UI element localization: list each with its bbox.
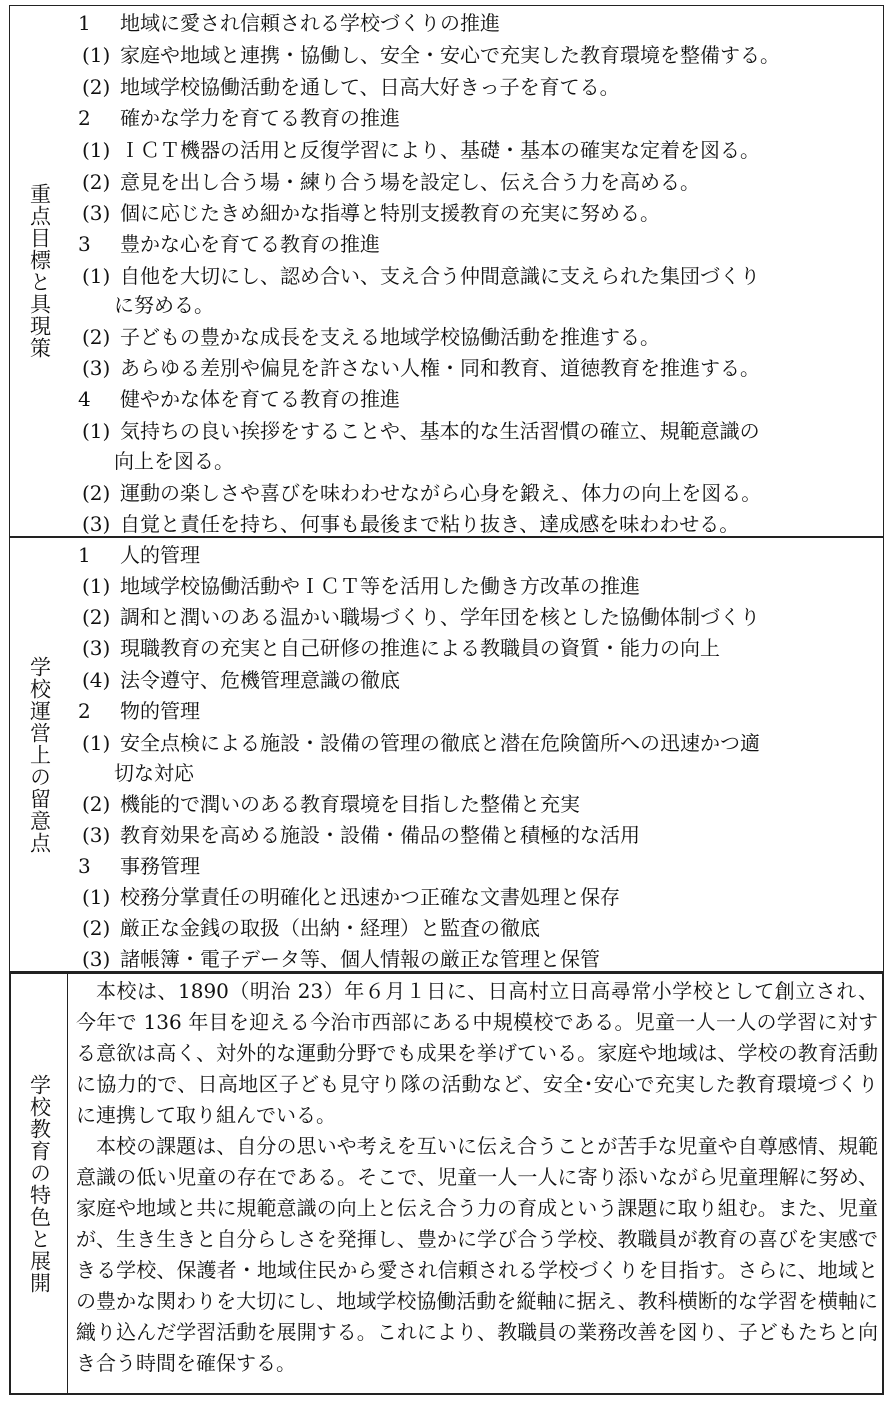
list-item: 3 豊かな心を育てる教育の推進 <box>78 232 380 256</box>
list-item: (2) 意見を出し合う場・練り合う場を設定し、伝え合う力を高める。 <box>82 170 700 194</box>
list-item: (1) ＩＣＴ機器の活用と反復学習により、基礎・基本の確実な定着を図る。 <box>82 138 760 162</box>
list-item: (2) 子どもの豊かな成長を支える地域学校協働活動を推進する。 <box>82 325 660 349</box>
section-school-features <box>0 972 893 1395</box>
section-body <box>68 972 884 1395</box>
list-item: 2 確かな学力を育てる教育の推進 <box>78 106 400 130</box>
list-item-continued: 向上を図る。 <box>114 449 234 473</box>
list-item: (1) 校務分掌責任の明確化と迅速かつ正確な文書処理と保存 <box>82 885 620 909</box>
list-item: (1) 家庭や地域と連携・協働し、安全・安心で充実した教育環境を整備する。 <box>82 43 780 67</box>
list-item: (1) 安全点検による施設・設備の管理の徹底と潜在危険箇所への迅速かつ適 <box>82 731 760 755</box>
list-item: (1) 気持ちの良い挨拶をすることや、基本的な生活習慣の確立、規範意識の <box>82 419 760 443</box>
list-item-continued: に努める。 <box>114 293 214 317</box>
list-item: (4) 法令遵守、危機管理意識の徹底 <box>82 668 400 692</box>
list-item: (3) 諸帳簿・電子データ等、個人情報の厳正な管理と保管 <box>82 947 600 971</box>
section-body <box>68 537 884 972</box>
list-item: 1 地域に愛され信頼される学校づくりの推進 <box>78 11 500 35</box>
list-item: (3) 個に応じたきめ細かな指導と特別支援教育の充実に努める。 <box>82 201 660 225</box>
list-item: 3 事務管理 <box>78 854 200 878</box>
list-item-continued: 切な対応 <box>114 761 194 785</box>
list-item: 1 人的管理 <box>78 543 200 567</box>
list-item: (2) 調和と潤いのある温かい職場づくり、学年団を核とした協働体制づくり <box>82 605 760 629</box>
list-item: 2 物的管理 <box>78 699 200 723</box>
list-item: (2) 地域学校協働活動を通して、日高大好きっ子を育てる。 <box>82 75 620 99</box>
section-heading <box>9 5 69 537</box>
list-item: (3) 現職教育の充実と自己研修の推進による教職員の資質・能力の向上 <box>82 636 720 660</box>
list-item: (2) 運動の楽しさや喜びを味わわせながら心身を鍛え、体力の向上を図る。 <box>82 481 762 505</box>
section-heading <box>9 537 69 972</box>
list-item: (3) 自覚と責任を持ち、何事も最後まで粘り抜き、達成感を味わわせる。 <box>82 512 740 536</box>
section-heading-text: 重点目標と具現策 <box>27 183 52 359</box>
list-item: (1) 地域学校協働活動やＩＣＴ等を活用した働き方改革の推進 <box>82 574 640 598</box>
paragraph: 本校は、1890（明治 23）年６月１日に、日高村立日高尋常小学校として創立され、今年で 136 年目を迎える今治市西部にある中規模校である。児童一人一人の学習に対する意欲は高く、対外的な運動分野でも成果を挙げている。家庭や地域は、学校の教育活動に協力的で、日高地区子ども見守り隊の活動など、安全･安心で充実した教育環境づくりに連携して取り組んでいる。 <box>76 979 878 1127</box>
list-item: (3) あらゆる差別や偏見を許さない人権・同和教育、道徳教育を推進する。 <box>82 356 760 380</box>
paragraph: 本校の課題は、自分の思いや考えを互いに伝え合うことが苦手な児童や自尊感情、規範意識の低い児童の存在である。そこで、児童一人一人に寄り添いながら児童理解に努め、家庭や地域と共に規範意識の向上と伝え合う力の育成という課題に取り組む。また、児童が、生き生きと自分らしさを発揮し、豊かに学び合う学校、教職員が教育の喜びを実感できる学校、保護者・地域住民から愛され信頼される学校づくりを目指す。さらに、地域との豊かな関わりを大切にし、地域学校協働活動を縦軸に据え、教科横断的な学習を横軸に織り込んだ学習活動を展開する。これにより、教職員の業務改善を図り、子どもたちと向き合う時間を確保する。 <box>76 1134 878 1375</box>
list-item: (1) 自他を大切にし、認め合い、支え合う仲間意識に支えられた集団づくり <box>82 264 760 288</box>
paragraph-block <box>76 976 878 1379</box>
list-item: (2) 厳正な金銭の取扱（出納・経理）と監査の徹底 <box>82 916 540 940</box>
section-body <box>68 5 884 537</box>
section-heading-text: 学校教育の特色と展開 <box>27 1073 52 1294</box>
section-priority-goals <box>0 5 893 537</box>
section-management-notes <box>0 537 893 972</box>
list-item: 4 健やかな体を育てる教育の推進 <box>78 387 400 411</box>
section-heading-text: 学校運営上の留意点 <box>27 655 52 854</box>
list-item: (3) 教育効果を高める施設・設備・備品の整備と積極的な活用 <box>82 823 640 847</box>
section-heading <box>9 972 69 1395</box>
list-item: (2) 機能的で潤いのある教育環境を目指した整備と充実 <box>82 792 580 816</box>
